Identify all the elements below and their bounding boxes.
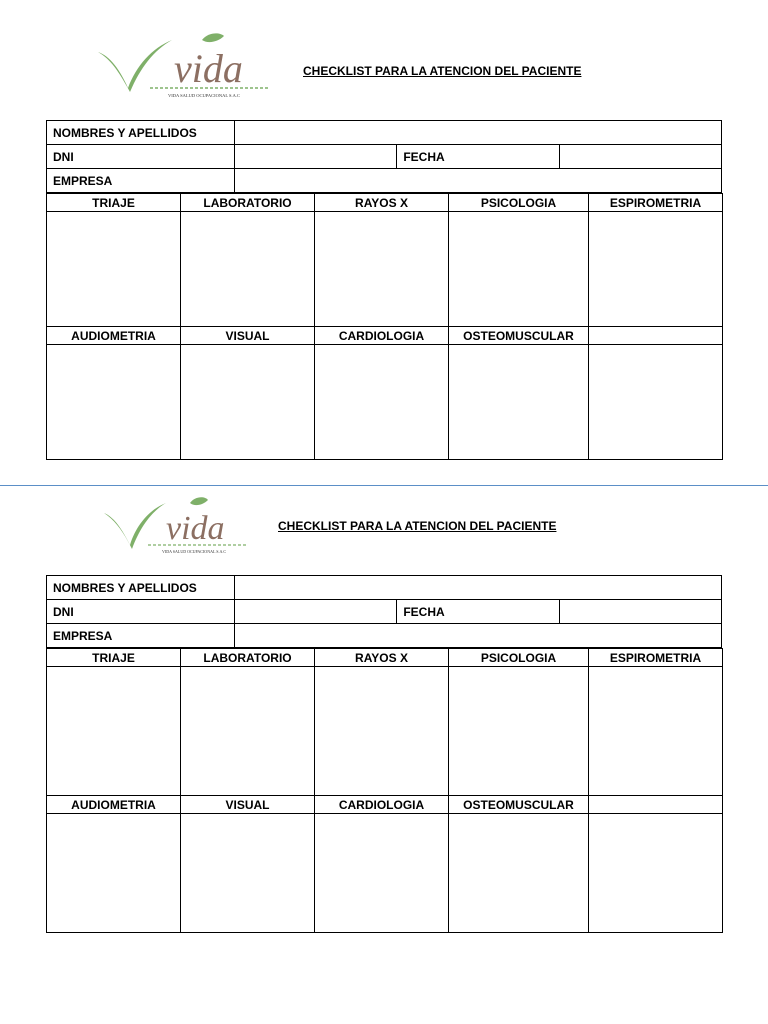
- svg-text:vida: vida: [174, 46, 243, 91]
- exam-box-espirometria[interactable]: [589, 667, 723, 796]
- exam-header-espirometria: ESPIROMETRIA: [589, 194, 723, 212]
- form-title: CHECKLIST PARA LA ATENCION DEL PACIENTE: [303, 64, 582, 78]
- exam-header-visual: VISUAL: [181, 327, 315, 345]
- exam-box-visual[interactable]: [181, 814, 315, 933]
- empresa-field[interactable]: [235, 624, 722, 648]
- exam-box-rayos-x[interactable]: [315, 212, 449, 327]
- exam-header-laboratorio: LABORATORIO: [181, 194, 315, 212]
- empresa-field[interactable]: [235, 169, 722, 193]
- exam-header-audiometria: AUDIOMETRIA: [47, 327, 181, 345]
- exam-box-audiometria[interactable]: [47, 345, 181, 460]
- exam-header-empty: [589, 327, 723, 345]
- exam-box-empty[interactable]: [589, 345, 723, 460]
- vida-logo: [100, 495, 260, 557]
- nombres-label: NOMBRES Y APELLIDOS: [47, 576, 235, 600]
- exam-box-triaje[interactable]: [47, 667, 181, 796]
- vida-logo-icon: [90, 30, 290, 102]
- exam-header-triaje: TRIAJE: [47, 649, 181, 667]
- exam-header-espirometria: ESPIROMETRIA: [589, 649, 723, 667]
- exam-header-psicologia: PSICOLOGIA: [449, 194, 589, 212]
- exam-header-visual: VISUAL: [181, 796, 315, 814]
- svg-text:VIDA SALUD OCUPACIONAL S.A.C: VIDA SALUD OCUPACIONAL S.A.C: [162, 549, 227, 554]
- page-divider: [0, 485, 768, 486]
- form-title: CHECKLIST PARA LA ATENCION DEL PACIENTE: [278, 519, 557, 533]
- exam-header-audiometria: AUDIOMETRIA: [47, 796, 181, 814]
- exam-box-espirometria[interactable]: [589, 212, 723, 327]
- dni-field[interactable]: [235, 600, 397, 624]
- exam-header-laboratorio: LABORATORIO: [181, 649, 315, 667]
- exam-header-cardiologia: CARDIOLOGIA: [315, 327, 449, 345]
- empresa-label: EMPRESA: [47, 624, 235, 648]
- dni-label: DNI: [47, 145, 235, 169]
- nombres-label: NOMBRES Y APELLIDOS: [47, 121, 235, 145]
- fecha-label: FECHA: [397, 600, 559, 624]
- exam-grid: [46, 648, 723, 933]
- exam-box-empty[interactable]: [589, 814, 723, 933]
- svg-text:VIDA SALUD OCUPACIONAL S.A.C: VIDA SALUD OCUPACIONAL S.A.C: [168, 93, 241, 98]
- exam-header-psicologia: PSICOLOGIA: [449, 649, 589, 667]
- vida-logo: [90, 30, 290, 102]
- exam-box-audiometria[interactable]: [47, 814, 181, 933]
- fecha-label: FECHA: [397, 145, 559, 169]
- exam-box-triaje[interactable]: [47, 212, 181, 327]
- exam-header-osteomuscular: OSTEOMUSCULAR: [449, 796, 589, 814]
- svg-text:vida: vida: [166, 510, 225, 547]
- exam-box-osteomuscular[interactable]: [449, 345, 589, 460]
- empresa-label: EMPRESA: [47, 169, 235, 193]
- exam-header-empty: [589, 796, 723, 814]
- exam-box-rayos-x[interactable]: [315, 667, 449, 796]
- patient-info-table: [46, 575, 722, 648]
- nombres-field[interactable]: [235, 576, 722, 600]
- exam-box-cardiologia[interactable]: [315, 814, 449, 933]
- exam-box-cardiologia[interactable]: [315, 345, 449, 460]
- fecha-field[interactable]: [559, 145, 721, 169]
- exam-box-psicologia[interactable]: [449, 667, 589, 796]
- exam-header-rayos-x: RAYOS X: [315, 649, 449, 667]
- vida-logo-icon: [100, 495, 260, 557]
- exam-box-psicologia[interactable]: [449, 212, 589, 327]
- dni-field[interactable]: [235, 145, 397, 169]
- exam-box-osteomuscular[interactable]: [449, 814, 589, 933]
- exam-box-laboratorio[interactable]: [181, 667, 315, 796]
- nombres-field[interactable]: [235, 121, 722, 145]
- exam-grid: [46, 193, 723, 460]
- exam-box-laboratorio[interactable]: [181, 212, 315, 327]
- patient-info-table: [46, 120, 722, 193]
- exam-box-visual[interactable]: [181, 345, 315, 460]
- fecha-field[interactable]: [559, 600, 721, 624]
- exam-header-triaje: TRIAJE: [47, 194, 181, 212]
- dni-label: DNI: [47, 600, 235, 624]
- exam-header-rayos-x: RAYOS X: [315, 194, 449, 212]
- exam-header-osteomuscular: OSTEOMUSCULAR: [449, 327, 589, 345]
- exam-header-cardiologia: CARDIOLOGIA: [315, 796, 449, 814]
